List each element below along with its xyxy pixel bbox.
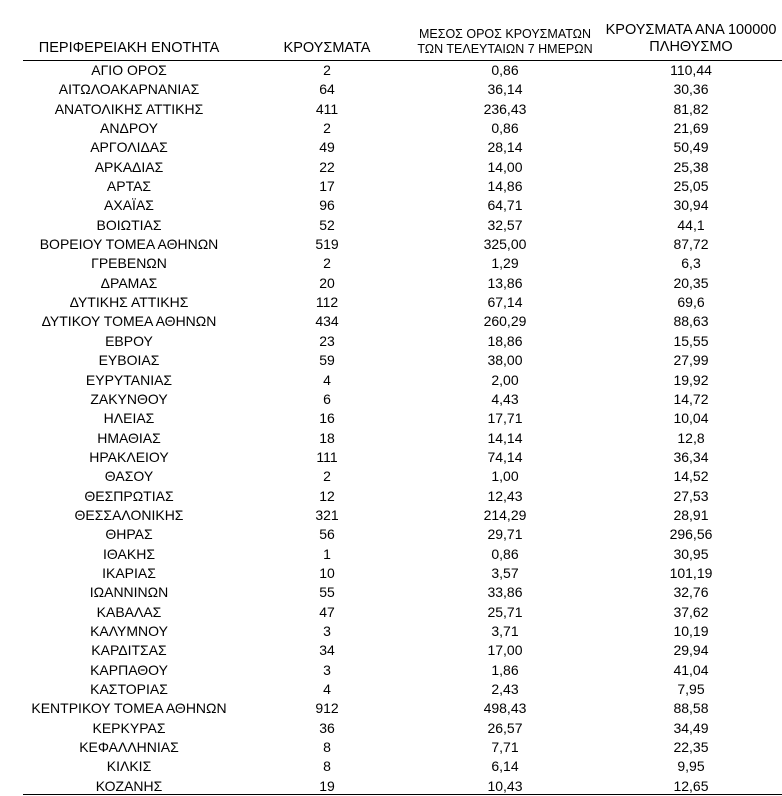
per100k-cell: 34,49 (673, 719, 709, 736)
average-cell: 29,71 (487, 526, 523, 543)
per100k-cell: 296,56 (669, 526, 713, 543)
region-cell: ΕΥΒΟΙΑΣ (98, 352, 160, 369)
per100k-cell: 25,38 (673, 158, 709, 175)
region-cell: ΙΚΑΡΙΑΣ (102, 564, 156, 581)
region-cell: ΕΒΡΟΥ (105, 332, 153, 349)
average-cell: 325,00 (483, 236, 527, 253)
cases-cell: 321 (315, 506, 339, 523)
per100k-cell: 69,6 (677, 294, 705, 311)
cases-cell: 59 (319, 352, 335, 369)
table-row (0, 312, 782, 331)
average-cell: 64,71 (487, 197, 523, 214)
table-row (0, 506, 782, 525)
per100k-cell: 44,1 (677, 216, 705, 233)
per100k-cell: 25,05 (673, 178, 709, 195)
header-cases-per-100k (600, 22, 782, 57)
data-table-body (0, 61, 782, 796)
region-cell: ΔΡΑΜΑΣ (100, 274, 158, 291)
average-cell: 18,86 (487, 332, 523, 349)
average-cell: 0,86 (491, 62, 519, 78)
region-cell: ΑΝΑΤΟΛΙΚΗΣ ΑΤΤΙΚΗΣ (54, 100, 204, 117)
region-cell: ΚΕΦΑΛΛΗΝΙΑΣ (79, 739, 179, 756)
cases-cell: 4 (323, 371, 331, 388)
table-row (0, 622, 782, 641)
per100k-cell: 101,19 (669, 564, 713, 581)
cases-cell: 2 (323, 255, 331, 272)
average-cell: 3,71 (491, 622, 519, 639)
region-cell: ΚΑΡΠΑΘΟΥ (90, 661, 168, 678)
cases-cell: 434 (315, 313, 339, 330)
per100k-cell: 88,63 (673, 313, 709, 330)
cases-cell: 3 (323, 622, 331, 639)
region-cell: ΚΕΡΚΥΡΑΣ (92, 719, 166, 736)
cases-cell: 34 (319, 642, 335, 659)
cases-cell: 55 (319, 584, 335, 601)
cases-cell: 10 (319, 564, 335, 581)
average-cell: 2,00 (491, 371, 519, 388)
per100k-cell: 36,34 (673, 448, 709, 465)
average-cell: 0,86 (491, 120, 519, 137)
table-bottom-rule (23, 794, 782, 795)
region-cell: ΗΛΕΙΑΣ (103, 410, 155, 427)
per100k-cell: 10,04 (673, 410, 709, 427)
cases-cell: 36 (319, 719, 335, 736)
average-cell: 0,86 (491, 545, 519, 562)
average-cell: 14,14 (487, 429, 523, 446)
cases-cell: 52 (319, 216, 335, 233)
region-cell: ΔΥΤΙΚΟΥ ΤΟΜΕΑ ΑΘΗΝΩΝ (41, 313, 217, 330)
table-row (0, 119, 782, 138)
average-cell: 14,86 (487, 178, 523, 195)
region-cell: ΔΥΤΙΚΗΣ ΑΤΤΙΚΗΣ (69, 294, 189, 311)
average-cell: 236,43 (483, 100, 527, 117)
region-cell: ΑΓΙΟ ΟΡΟΣ (91, 62, 167, 78)
header-7day-average (405, 27, 605, 57)
header-cases-per-100k-line2: ΠΛΗΘΥΣΜΟ (649, 39, 733, 56)
table-row (0, 564, 782, 583)
cases-cell: 22 (319, 158, 335, 175)
cases-cell: 2 (323, 62, 331, 78)
table-row (0, 254, 782, 273)
per100k-cell: 29,94 (673, 642, 709, 659)
region-cell: ΘΕΣΠΡΩΤΙΑΣ (84, 487, 174, 504)
table-row (0, 757, 782, 776)
region-cell: ΓΡΕΒΕΝΩΝ (91, 255, 167, 272)
per100k-cell: 50,49 (673, 139, 709, 156)
region-cell: ΑΧΑΪΑΣ (104, 197, 154, 214)
average-cell: 1,86 (491, 661, 519, 678)
region-cell: ΑΡΓΟΛΙΔΑΣ (90, 139, 168, 156)
table-row (0, 719, 782, 738)
cases-cell: 8 (323, 758, 331, 775)
cases-cell: 112 (315, 294, 339, 311)
cases-cell: 20 (319, 274, 335, 291)
region-cell: ΑΡΚΑΔΙΑΣ (94, 158, 164, 175)
cases-cell: 3 (323, 661, 331, 678)
header-cases: ΚΡΟΥΣΜΑΤΑ (283, 40, 371, 56)
per100k-cell: 81,82 (673, 100, 709, 117)
cases-cell: 2 (323, 120, 331, 137)
region-cell: ΚΑΣΤΟΡΙΑΣ (90, 681, 168, 697)
table-row (0, 274, 782, 293)
per100k-cell: 110,44 (670, 62, 712, 78)
average-cell: 214,29 (483, 506, 527, 523)
average-cell: 1,00 (491, 468, 519, 485)
header-region: ΠΕΡΙΦΕΡΕΙΑΚΗ ΕΝΟΤΗΤΑ (38, 40, 220, 56)
cases-cell: 47 (319, 603, 335, 620)
cases-cell: 6 (323, 390, 331, 407)
average-cell: 12,43 (487, 487, 523, 504)
average-cell: 14,00 (487, 158, 523, 175)
average-cell: 67,14 (487, 294, 523, 311)
per100k-cell: 20,35 (673, 274, 709, 291)
header-7day-average-line2: ΤΩΝ ΤΕΛΕΥΤΑΙΩΝ 7 ΗΜΕΡΩΝ (417, 42, 593, 56)
cases-cell: 519 (315, 236, 339, 253)
table-row (0, 661, 782, 680)
region-cell: ΚΑΒΑΛΑΣ (96, 603, 162, 620)
region-cell: ΗΡΑΚΛΕΙΟΥ (89, 448, 169, 465)
per100k-cell: 9,95 (677, 758, 705, 775)
region-cell: ΑΙΤΩΛΟΑΚΑΡΝΑΝΙΑΣ (58, 81, 200, 98)
cases-cell: 1 (323, 545, 331, 562)
table-row (0, 235, 782, 254)
table-row (0, 293, 782, 312)
cases-cell: 4 (323, 681, 331, 697)
header-7day-average-line1: ΜΕΣΟΣ ΟΡΟΣ ΚΡΟΥΣΜΑΤΩΝ (418, 27, 592, 41)
region-cell: ΕΥΡΥΤΑΝΙΑΣ (85, 371, 173, 388)
cases-cell: 56 (319, 526, 335, 543)
average-cell: 74,14 (487, 448, 523, 465)
cases-cell: 8 (323, 739, 331, 756)
table-row (0, 177, 782, 196)
region-cell: ΚΑΛΥΜΝΟΥ (90, 622, 168, 639)
table-row (0, 738, 782, 757)
header-cases-per-100k-line1: ΚΡΟΥΣΜΑΤΑ ΑΝΑ 100000 (605, 22, 777, 38)
per100k-cell: 14,72 (673, 390, 709, 407)
cases-cell: 19 (319, 777, 335, 794)
cases-cell: 912 (315, 700, 339, 717)
cases-cell: 23 (319, 332, 335, 349)
table-row (0, 100, 782, 119)
average-cell: 26,57 (487, 719, 523, 736)
per100k-cell: 21,69 (673, 120, 709, 137)
table-row (0, 699, 782, 718)
average-cell: 7,71 (491, 739, 519, 756)
per100k-cell: 12,65 (673, 777, 709, 794)
per100k-cell: 7,95 (677, 681, 705, 697)
per100k-cell: 22,35 (673, 739, 709, 756)
average-cell: 17,00 (487, 642, 523, 659)
average-cell: 28,14 (487, 139, 523, 156)
region-cell: ΑΡΤΑΣ (106, 178, 152, 195)
cases-cell: 16 (319, 410, 335, 427)
average-cell: 25,71 (487, 603, 523, 620)
region-cell: ΒΟΙΩΤΙΑΣ (96, 216, 162, 233)
per100k-cell: 88,58 (673, 700, 709, 717)
region-cell: ΘΕΣΣΑΛΟΝΙΚΗΣ (74, 506, 184, 523)
per100k-cell: 19,92 (673, 371, 709, 388)
region-cell: ΘΗΡΑΣ (105, 526, 153, 543)
table-row (0, 525, 782, 544)
table-row (0, 429, 782, 448)
average-cell: 17,71 (487, 410, 523, 427)
per100k-cell: 30,95 (673, 545, 709, 562)
table-row (0, 158, 782, 177)
per100k-cell: 12,8 (677, 429, 705, 446)
table-row (0, 138, 782, 157)
average-cell: 4,43 (491, 390, 519, 407)
cases-cell: 411 (315, 100, 339, 117)
cases-cell: 96 (319, 197, 335, 214)
table-row (0, 448, 782, 467)
per100k-cell: 10,19 (673, 622, 709, 639)
cases-cell: 111 (316, 448, 338, 465)
table-row (0, 371, 782, 390)
table-row (0, 487, 782, 506)
per100k-cell: 6,3 (681, 255, 701, 272)
table-row (0, 351, 782, 370)
table-row (0, 583, 782, 602)
table-row (0, 467, 782, 486)
region-cell: ΙΘΑΚΗΣ (103, 545, 155, 562)
region-cell: ΚΕΝΤΡΙΚΟΥ ΤΟΜΕΑ ΑΘΗΝΩΝ (31, 700, 227, 717)
average-cell: 36,14 (487, 81, 523, 98)
region-cell: ΚΙΛΚΙΣ (106, 758, 152, 775)
table-row (0, 603, 782, 622)
average-cell: 6,14 (491, 758, 519, 775)
cases-cell: 49 (319, 139, 335, 156)
average-cell: 498,43 (483, 700, 527, 717)
per100k-cell: 27,53 (673, 487, 709, 504)
average-cell: 260,29 (483, 313, 527, 330)
average-cell: 13,86 (487, 274, 523, 291)
region-cell: ΑΝΔΡΟΥ (100, 120, 158, 137)
per100k-cell: 15,55 (673, 332, 709, 349)
average-cell: 38,00 (487, 352, 523, 369)
per100k-cell: 30,36 (673, 81, 709, 98)
table-row (0, 332, 782, 351)
average-cell: 10,43 (487, 777, 523, 794)
per100k-cell: 41,04 (673, 661, 709, 678)
cases-cell: 12 (319, 487, 335, 504)
per100k-cell: 14,52 (673, 468, 709, 485)
table-row (0, 680, 782, 699)
average-cell: 3,57 (491, 564, 519, 581)
per100k-cell: 32,76 (673, 584, 709, 601)
region-cell: ΖΑΚΥΝΘΟΥ (90, 390, 168, 407)
region-cell: ΒΟΡΕΙΟΥ ΤΟΜΕΑ ΑΘΗΝΩΝ (39, 236, 219, 253)
table-row (0, 545, 782, 564)
region-cell: ΚΟΖΑΝΗΣ (95, 777, 163, 794)
cases-cell: 64 (319, 81, 335, 98)
per100k-cell: 30,94 (673, 197, 709, 214)
table-row (0, 61, 782, 80)
average-cell: 32,57 (487, 216, 523, 233)
region-cell: ΗΜΑΘΙΑΣ (97, 429, 161, 446)
table-row (0, 390, 782, 409)
region-cell: ΘΑΣΟΥ (104, 468, 154, 485)
per100k-cell: 27,99 (673, 352, 709, 369)
cases-cell: 2 (323, 468, 331, 485)
region-cell: ΙΩΑΝΝΙΝΩΝ (89, 584, 169, 601)
per100k-cell: 37,62 (673, 603, 709, 620)
average-cell: 1,29 (491, 255, 519, 272)
cases-cell: 17 (319, 178, 335, 195)
table-row (0, 80, 782, 99)
cases-cell: 18 (319, 429, 335, 446)
region-cell: ΚΑΡΔΙΤΣΑΣ (91, 642, 167, 659)
table-row (0, 216, 782, 235)
table-row (0, 641, 782, 660)
average-cell: 2,43 (491, 681, 519, 697)
per100k-cell: 28,91 (673, 506, 709, 523)
table-row (0, 409, 782, 428)
table-row (0, 196, 782, 215)
per100k-cell: 87,72 (673, 236, 709, 253)
average-cell: 33,86 (487, 584, 523, 601)
